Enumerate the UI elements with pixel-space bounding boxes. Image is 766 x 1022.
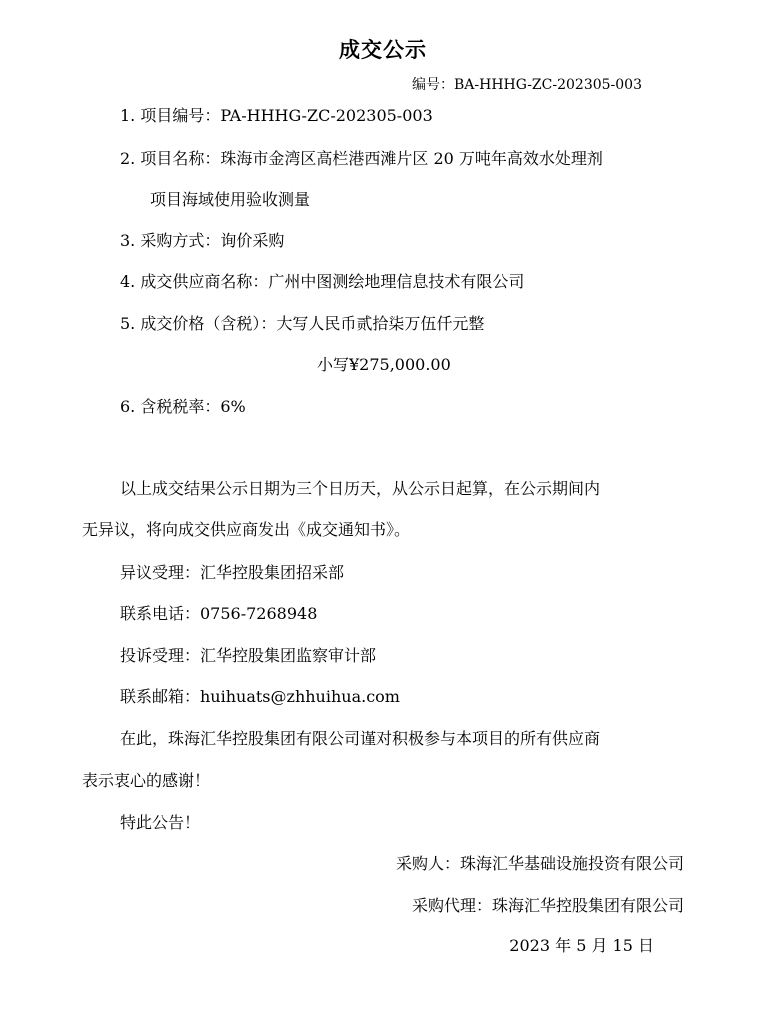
item-project-name-continued: 项目海域使用验收测量 bbox=[150, 190, 311, 209]
signature-buyer: 采购人：珠海汇华基础设施投资有限公司 bbox=[395, 854, 684, 873]
item-tax-rate: 6. 含税税率：6% bbox=[120, 397, 246, 416]
document-number: 编号：BA-HHHG-ZC-202305-003 bbox=[412, 77, 642, 93]
item-price-lowercase: 小写¥275,000.00 bbox=[317, 355, 451, 374]
closing-statement: 特此公告！ bbox=[120, 813, 201, 832]
signature-date: 2023 年 5 月 15 日 bbox=[509, 936, 654, 955]
thanks-paragraph-line1: 在此，珠海汇华控股集团有限公司谨对积极参与本项目的所有供应商 bbox=[120, 729, 601, 748]
contact-phone: 联系电话：0756-7268948 bbox=[120, 604, 318, 623]
contact-email: 联系邮箱：huihuats@zhhuihua.com bbox=[120, 687, 400, 706]
item-price-uppercase: 5. 成交价格（含税）：大写人民币贰拾柒万伍仟元整 bbox=[120, 314, 485, 333]
notice-paragraph-line1: 以上成交结果公示日期为三个日历天，从公示日起算，在公示期间内 bbox=[120, 479, 601, 498]
document-title: 成交公示 bbox=[339, 37, 427, 62]
notice-paragraph-line2: 无异议，将向成交供应商发出《成交通知书》。 bbox=[82, 520, 411, 539]
thanks-paragraph-line2: 表示衷心的感谢！ bbox=[82, 771, 211, 790]
contact-complaint: 投诉受理：汇华控股集团监察审计部 bbox=[120, 646, 377, 665]
item-project-number: 1. 项目编号：PA-HHHG-ZC-202305-003 bbox=[120, 106, 433, 125]
contact-objection: 异议受理：汇华控股集团招采部 bbox=[120, 563, 345, 582]
item-project-name: 2. 项目名称：珠海市金湾区高栏港西滩片区 20 万吨年高效水处理剂 bbox=[120, 149, 603, 168]
item-supplier-name: 4. 成交供应商名称：广州中图测绘地理信息技术有限公司 bbox=[120, 272, 525, 291]
signature-agent: 采购代理：珠海汇华控股集团有限公司 bbox=[411, 896, 684, 915]
item-procurement-method: 3. 采购方式：询价采购 bbox=[120, 231, 285, 250]
